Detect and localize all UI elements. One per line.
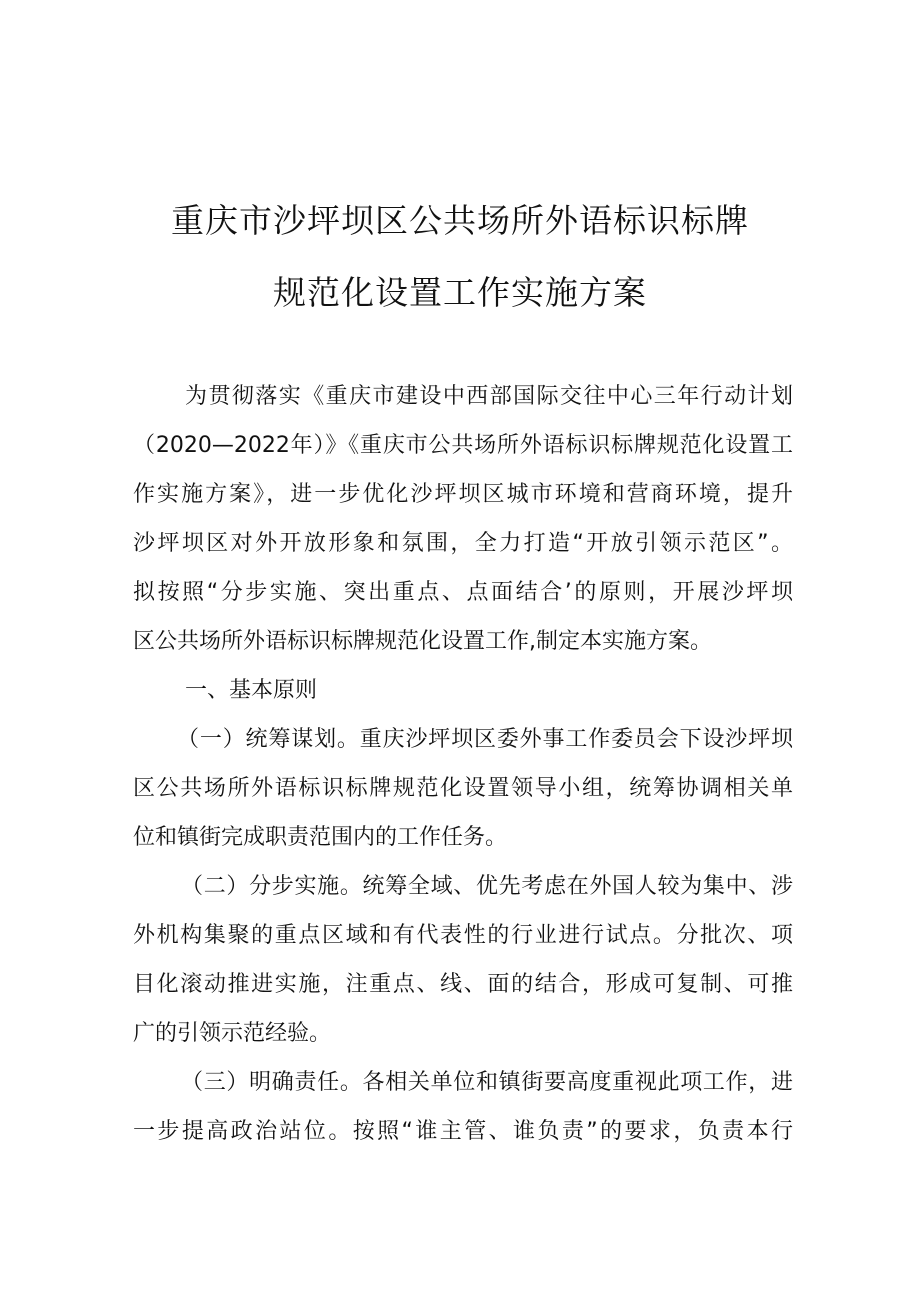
paragraph-principle-1-line: 区公共场所外语标识标牌规范化设置领导小组，统筹协调相关单	[133, 776, 793, 801]
paragraph-intro-line: 作实施方案》，进一步优化沙坪坝区城市环境和营商环境，提升	[133, 482, 793, 507]
paragraph-principle-2-line: 外机构集聚的重点区域和有代表性的行业进行试点。分批次、项	[133, 923, 793, 948]
paragraph-intro-line: 沙坪坝区对外开放形象和氛围，全力打造“开放引领示范区”。	[133, 531, 793, 556]
paragraph-principle-2-line: 目化滚动推进实施，注重点、线、面的结合，形成可复制、可推	[133, 972, 793, 997]
paragraph-intro-line: （2020—2022年）》《重庆市公共场所外语标识标牌规范化设置工	[133, 433, 793, 458]
paragraph-principle-2-line: 广的引领示范经验。	[133, 1021, 332, 1046]
paragraph-principle-2-line: （二）分步实施。统筹全域、优先考虑在外国人较为集中、涉	[181, 874, 793, 899]
paragraph-intro-line: 区公共场所外语标识标牌规范化设置工作,制定本实施方案。	[133, 629, 712, 654]
paragraph-intro-line: 为贯彻落实《重庆市建设中西部国际交往中心三年行动计划	[185, 384, 793, 409]
document-body	[133, 372, 793, 1156]
document-title-line-2: 规范化设置工作实施方案	[273, 273, 647, 312]
paragraph-principle-3-line: 一步提高政治站位。按照“谁主管、谁负责”的要求，负责本行	[133, 1119, 793, 1144]
paragraph-intro-line: 拟按照“分步实施、突出重点、点面结合’的原则，开展沙坪坝	[133, 580, 793, 605]
document-title-line-1: 重庆市沙坪坝区公共场所外语标识标牌	[171, 201, 749, 240]
section-heading: 一、基本原则	[185, 678, 318, 703]
paragraph-principle-3-line: （三）明确责任。各相关单位和镇街要高度重视此项工作，进	[181, 1070, 793, 1095]
paragraph-principle-1-line: 位和镇街完成职责范围内的工作任务。	[133, 825, 508, 850]
paragraph-principle-1-line: （一）统筹谋划。重庆沙坪坝区委外事工作委员会下设沙坪坝	[177, 727, 793, 752]
